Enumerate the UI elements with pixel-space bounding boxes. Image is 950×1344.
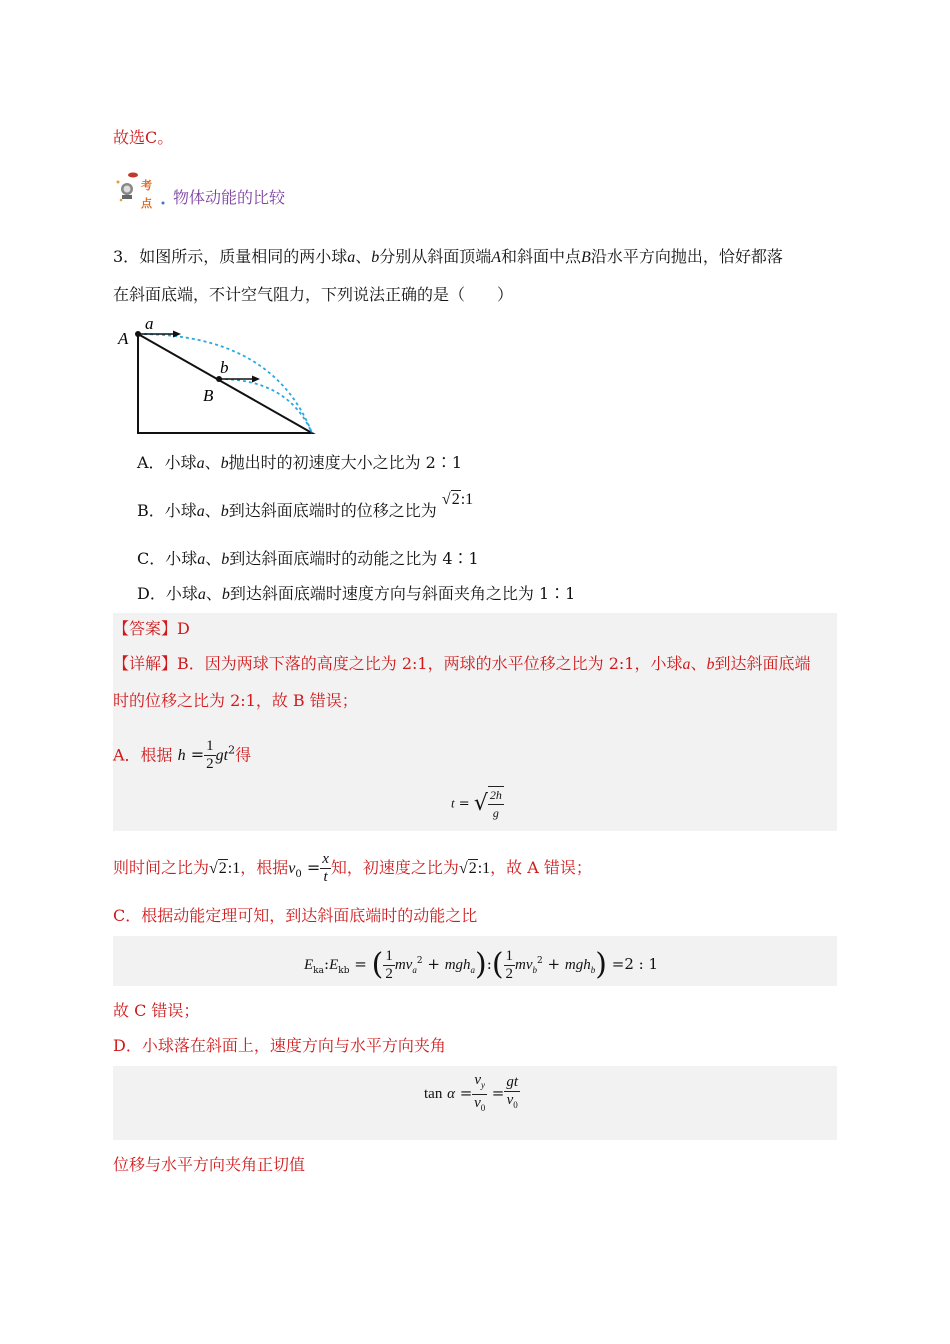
numerator: x xyxy=(322,851,329,867)
option-letter: B． xyxy=(137,501,165,520)
symbol-h: h xyxy=(177,747,186,765)
explain-text: ，故 A 错误； xyxy=(490,858,592,877)
denominator: t xyxy=(323,869,328,885)
answer-value: D xyxy=(177,619,190,638)
figure-label-A: A xyxy=(118,329,129,348)
exponent: 2 xyxy=(416,956,423,966)
ball-b-label: b xyxy=(220,503,229,520)
question-stem-line1 xyxy=(113,246,783,269)
subscript: b xyxy=(532,965,538,975)
radicand: 2 xyxy=(468,860,477,877)
symbol-E: E xyxy=(304,957,314,973)
fraction-x-t xyxy=(320,851,331,886)
option-sep: 、 xyxy=(204,501,221,520)
explain-line-2: 时的位移之比为 2:1，故 B 错误； xyxy=(113,691,358,710)
equals: = xyxy=(491,1084,505,1102)
numerator: 1 xyxy=(206,738,214,755)
option-text: 小球 xyxy=(165,549,198,568)
ball-a-label: a xyxy=(197,551,206,568)
stem-sep: 、 xyxy=(355,247,372,266)
radicand: 2 xyxy=(451,491,460,508)
stem-text: 如图所示，质量相同的两小球 xyxy=(139,247,348,266)
equals: = xyxy=(459,1084,473,1102)
ball-a-label: a xyxy=(196,503,205,520)
fraction-vy-v0 xyxy=(472,1072,487,1117)
numerator xyxy=(472,1072,487,1095)
ball-b-label: b xyxy=(706,656,715,673)
explain-disp-line: 位移与水平方向夹角正切值 xyxy=(113,1155,306,1174)
paren-close: ) xyxy=(595,947,607,982)
formula-ek xyxy=(304,940,658,982)
fraction-half xyxy=(504,948,516,983)
symbol-alpha: α xyxy=(447,1086,455,1102)
plus: + xyxy=(427,955,440,973)
option-d xyxy=(137,583,575,606)
explain-text: 得 xyxy=(235,745,252,765)
subscript: a xyxy=(470,965,476,975)
ratio-tail: :1 xyxy=(460,491,474,508)
exponent: 2 xyxy=(228,744,236,757)
exponent: 2 xyxy=(537,956,543,966)
option-c xyxy=(137,548,479,571)
explain-line-d: D．小球落在斜面上，速度方向与水平方向夹角 xyxy=(113,1036,446,1055)
fraction-half xyxy=(204,738,216,773)
numerator: 1 xyxy=(385,947,393,964)
denominator xyxy=(504,1092,520,1114)
ball-b-label: b xyxy=(221,551,230,568)
option-sep: 、 xyxy=(205,549,222,568)
subscript: 0 xyxy=(295,869,302,881)
topic-badge xyxy=(113,167,169,215)
question-number: 3． xyxy=(113,247,140,266)
option-letter: A． xyxy=(137,453,165,472)
numerator: 2h xyxy=(488,787,504,805)
point-b-label: B xyxy=(581,249,591,266)
colon: : xyxy=(324,955,330,973)
numerator: gt xyxy=(506,1074,519,1090)
symbol-t: t xyxy=(451,795,455,811)
denominator: 2 xyxy=(206,756,214,773)
radical-sign: √ xyxy=(473,791,488,816)
formula-v0 xyxy=(288,851,331,885)
subscript: kb xyxy=(338,966,350,976)
symbol-v: v xyxy=(506,1092,514,1108)
subscript: ka xyxy=(313,966,324,976)
figure-label-b: b xyxy=(220,358,229,377)
equals: = xyxy=(190,745,205,765)
subscript: a xyxy=(412,965,417,975)
explain-text: 则时间之比为 xyxy=(113,858,210,877)
formula-h xyxy=(177,738,236,773)
option-letter: C． xyxy=(137,549,166,568)
formula-t xyxy=(451,786,504,822)
fraction-2h-g xyxy=(488,786,504,822)
option-letter: D． xyxy=(137,584,166,603)
colon: : xyxy=(486,955,492,973)
option-text: 到达斜面底端时的动能之比为 4∶1 xyxy=(229,549,479,568)
ratio-tail: :1 xyxy=(227,860,241,877)
symbol-mgh: mgh xyxy=(564,957,591,973)
symbol-v: v xyxy=(474,1094,481,1111)
plus: + xyxy=(547,955,561,973)
option-text: 小球 xyxy=(164,501,197,520)
explain-text: ，根据 xyxy=(240,858,289,877)
explain-text: B．因为两球下落的高度之比为 2:1，两球的水平位移之比为 2:1，小球 xyxy=(177,654,683,673)
explain-sep: 、 xyxy=(690,654,707,673)
option-text: 小球 xyxy=(165,584,198,603)
figure-label-a: a xyxy=(145,314,154,333)
prev-conclusion: 故选C。 xyxy=(113,128,174,147)
numerator: 1 xyxy=(505,947,514,964)
fraction-gt-v0 xyxy=(504,1074,520,1114)
point-a-label: A xyxy=(491,249,502,266)
stem-text: 分别从斜面顶端 xyxy=(379,247,492,266)
ratio-tail: :1 xyxy=(477,860,491,877)
stem-text: 和斜面中点 xyxy=(501,247,582,266)
ball-b-label: b xyxy=(371,249,380,266)
option-sep: 、 xyxy=(205,584,222,603)
option-text: 到达斜面底端时的位移之比为 xyxy=(228,501,437,520)
option-text: 到达斜面底端时速度方向与斜面夹角之比为 1∶1 xyxy=(229,584,576,603)
formula-tan xyxy=(424,1071,520,1115)
option-b xyxy=(137,491,474,523)
option-text: 抛出时的初速度大小之比为 2∶1 xyxy=(228,453,463,472)
explain-text: 到达斜面底端 xyxy=(714,654,811,673)
answer-line xyxy=(113,618,190,640)
option-sep: 、 xyxy=(204,453,221,472)
symbol-mgh: mgh xyxy=(444,957,471,973)
answer-label: 【答案】 xyxy=(113,619,178,638)
symbol-mv: mv xyxy=(394,957,413,973)
symbol-mv: mv xyxy=(515,957,533,973)
subscript: y xyxy=(481,1079,486,1090)
question-stem-line2: 在斜面底端，不计空气阻力，下列说法正确的是（ ） xyxy=(113,285,514,304)
equals: = xyxy=(458,796,470,812)
denominator: 2 xyxy=(385,965,393,982)
badge-bottom-char: 点 xyxy=(141,197,152,210)
ball-b-label: b xyxy=(221,586,230,603)
equals: = xyxy=(354,955,367,973)
explain-label: 【详解】 xyxy=(113,654,178,673)
explain-text: A．根据 xyxy=(113,745,173,765)
denominator: 2 xyxy=(505,965,514,982)
subscript: 0 xyxy=(480,1102,486,1113)
ball-a-label: a xyxy=(347,249,356,266)
explain-line-c: C．根据动能定理可知，到达斜面底端时的动能之比 xyxy=(113,906,478,925)
arrowhead-b xyxy=(252,376,260,383)
explain-line-1 xyxy=(113,653,810,676)
sqrt-fraction xyxy=(474,786,504,822)
denominator xyxy=(472,1095,487,1117)
symbol-E: E xyxy=(329,957,339,973)
ball-b-label: b xyxy=(220,455,229,472)
sqrt2-ratio: √2:1 xyxy=(209,860,241,877)
explain-line-a xyxy=(113,731,251,771)
paren-open: ( xyxy=(491,947,504,982)
option-text: 小球 xyxy=(164,453,197,472)
incline-triangle xyxy=(138,334,312,433)
result: =2 : 1 xyxy=(611,955,658,973)
figure-label-B: B xyxy=(203,386,214,405)
symbol-v: v xyxy=(288,860,296,877)
paren-open: ( xyxy=(371,947,384,982)
stem-text: 沿水平方向抛出，恰好都落 xyxy=(590,247,783,266)
explain-c-conclusion: 故 C 错误； xyxy=(113,1001,200,1020)
ball-a-label: a xyxy=(196,455,205,472)
tan-label: tan xyxy=(424,1086,443,1102)
explain-text: 知，初速度之比为 xyxy=(330,858,459,877)
fraction-half xyxy=(383,948,395,983)
badge-top-char: 考 xyxy=(141,179,152,192)
sqrt2-ratio: √2:1 xyxy=(458,860,491,877)
equals: = xyxy=(306,858,321,877)
symbol-gt: gt xyxy=(215,747,229,765)
radicand: 2 xyxy=(218,860,227,877)
ball-a-label: a xyxy=(682,656,691,673)
ball-a-label: a xyxy=(197,586,206,603)
paren-close: ) xyxy=(475,947,487,982)
sqrt2-ratio: √2:1 xyxy=(441,491,474,508)
symbol-v: v xyxy=(474,1071,482,1088)
subscript: 0 xyxy=(513,1100,518,1110)
incline-figure xyxy=(113,312,323,438)
denominator: g xyxy=(492,806,499,820)
option-a xyxy=(137,452,462,475)
section-title: 物体动能的比较 xyxy=(173,188,286,207)
subscript: b xyxy=(590,965,596,975)
explain-line-time xyxy=(113,848,592,888)
